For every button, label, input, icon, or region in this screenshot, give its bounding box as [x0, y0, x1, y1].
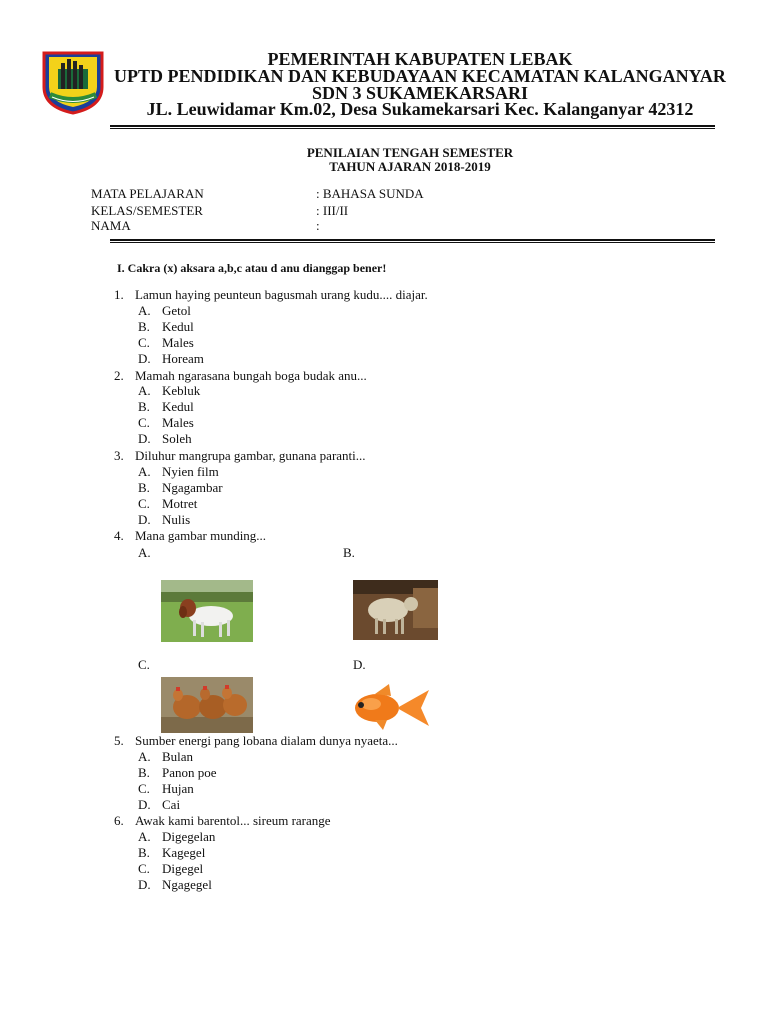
info-label: MATA PELAJARAN [91, 186, 204, 201]
option-letter[interactable]: A. [138, 464, 151, 479]
option-text[interactable]: Males [162, 415, 194, 430]
option-text[interactable]: Kagegel [162, 845, 206, 860]
question-number: 3. [114, 448, 124, 463]
info-value: : [316, 218, 320, 233]
exam-year: TAHUN AJARAN 2018-2019 [329, 159, 491, 174]
info-value: : BAHASA SUNDA [316, 186, 424, 201]
info-label: KELAS/SEMESTER [91, 203, 203, 218]
question-number: 4. [114, 528, 124, 543]
option-letter[interactable]: B. [343, 545, 355, 560]
question-text: Mana gambar munding... [135, 528, 267, 543]
option-text[interactable]: Motret [162, 496, 198, 511]
question-text: Diluhur mangrupa gambar, gunana paranti... [135, 448, 366, 463]
question-text: Lamun haying peunteun bagusmah urang kudu.... diajar. [135, 287, 428, 302]
option-letter[interactable]: B. [138, 845, 150, 860]
option-text[interactable]: Bulan [162, 749, 194, 764]
option-letter[interactable]: D. [138, 797, 151, 812]
header-divider [110, 125, 715, 127]
option-text[interactable]: Getol [162, 303, 191, 318]
chickens-photo[interactable] [161, 677, 253, 733]
option-letter[interactable]: D. [353, 657, 366, 672]
option-text[interactable]: Digegel [162, 861, 204, 876]
option-text[interactable]: Kedul [162, 319, 194, 334]
info-label: NAMA [91, 218, 131, 233]
option-letter[interactable]: C. [138, 861, 150, 876]
option-text[interactable]: Hujan [162, 781, 194, 796]
header-line-1: PEMERINTAH KABUPATEN LEBAK [267, 49, 573, 69]
question-text: Sumber energi pang lobana dialam dunya nyaeta... [135, 733, 398, 748]
option-letter[interactable]: A. [138, 545, 151, 560]
option-letter[interactable]: B. [138, 399, 150, 414]
exam-title: PENILAIAN TENGAH SEMESTER [306, 145, 514, 160]
option-letter[interactable]: C. [138, 781, 150, 796]
option-text[interactable]: Digegelan [162, 829, 216, 844]
header-line-2: UPTD PENDIDIKAN DAN KEBUDAYAAN KECAMATAN KALANGANYAR [114, 66, 726, 86]
option-letter[interactable]: B. [138, 480, 150, 495]
info-divider [110, 239, 715, 241]
option-text[interactable]: Kedul [162, 399, 194, 414]
option-text[interactable]: Ngagambar [162, 480, 223, 495]
header-address: JL. Leuwidamar Km.02, Desa Sukamekarsari Kec. Kalanganyar 42312 [146, 99, 694, 119]
option-letter[interactable]: C. [138, 657, 150, 672]
option-letter[interactable]: A. [138, 303, 151, 318]
goat-photo[interactable] [161, 580, 253, 642]
option-letter[interactable]: B. [138, 765, 150, 780]
option-letter[interactable]: A. [138, 749, 151, 764]
school-logo [40, 47, 106, 115]
option-text[interactable]: Males [162, 335, 194, 350]
option-letter[interactable]: A. [138, 829, 151, 844]
option-text[interactable]: Ngagegel [162, 877, 212, 892]
option-letter[interactable]: D. [138, 351, 151, 366]
question-number: 6. [114, 813, 124, 828]
option-letter[interactable]: B. [138, 319, 150, 334]
option-letter[interactable]: C. [138, 496, 150, 511]
goldfish-photo[interactable] [345, 680, 433, 734]
instruction: I. Cakra (x) aksara a,b,c atau d anu dianggap bener! [117, 261, 387, 275]
option-letter[interactable]: D. [138, 431, 151, 446]
option-text[interactable]: Nyien film [162, 464, 219, 479]
header-divider-thin [110, 128, 715, 129]
question-text: Awak kami barentol... sireum rarange [135, 813, 331, 828]
option-letter[interactable]: C. [138, 415, 150, 430]
option-text[interactable]: Kebluk [162, 383, 201, 398]
option-letter[interactable]: D. [138, 512, 151, 527]
option-text[interactable]: Panon poe [162, 765, 217, 780]
option-letter[interactable]: C. [138, 335, 150, 350]
option-text[interactable]: Hoream [162, 351, 204, 366]
info-value: : III/II [316, 203, 349, 218]
header-line-3: SDN 3 SUKAMEKARSARI [311, 83, 529, 103]
option-text[interactable]: Cai [162, 797, 181, 812]
option-letter[interactable]: A. [138, 383, 151, 398]
option-text[interactable]: Soleh [162, 431, 192, 446]
question-number: 5. [114, 733, 124, 748]
question-number: 1. [114, 287, 124, 302]
option-text[interactable]: Nulis [162, 512, 191, 527]
option-letter[interactable]: D. [138, 877, 151, 892]
question-number: 2. [114, 368, 124, 383]
question-text: Mamah ngarasana bungah boga budak anu... [135, 368, 367, 383]
info-divider-thin [110, 242, 715, 243]
sheep-photo[interactable] [353, 580, 438, 640]
